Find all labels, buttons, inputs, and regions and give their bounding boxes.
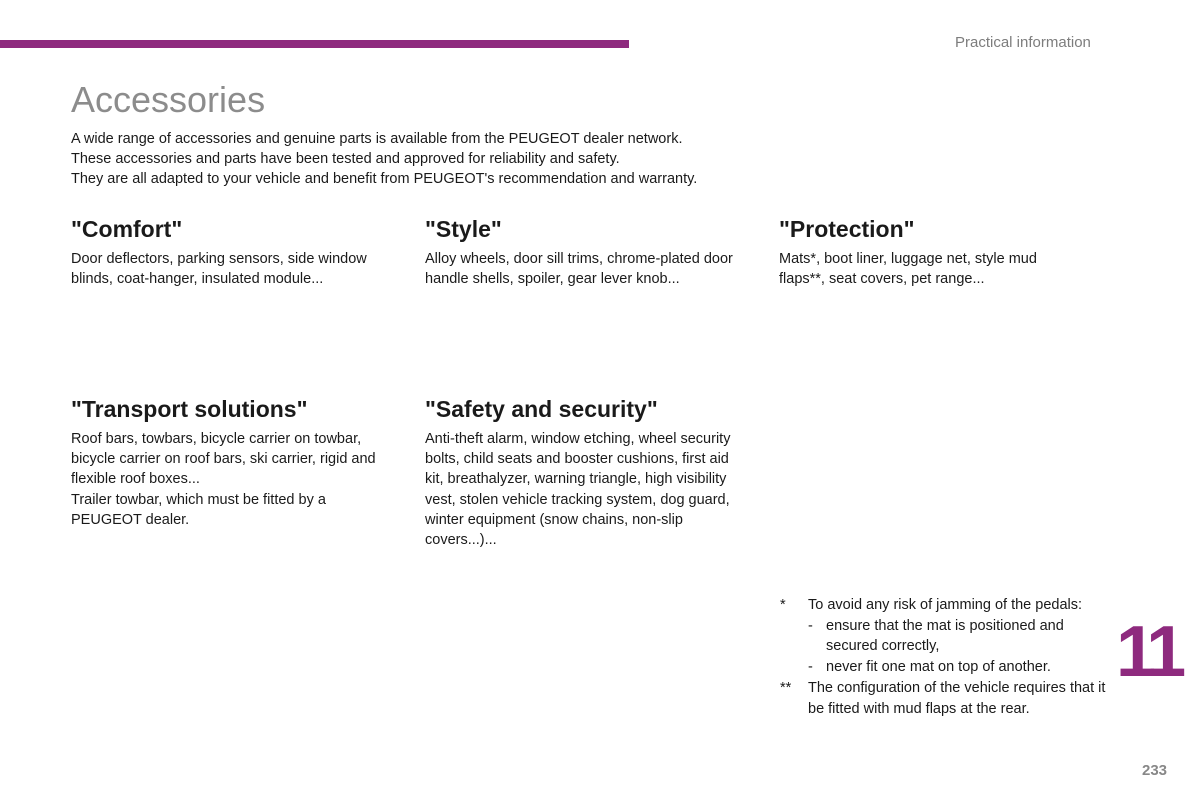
header-accent-bar: [0, 40, 629, 48]
category-text: Door deflectors, parking sensors, side window blinds, coat-hanger, insulated module...: [71, 251, 367, 288]
intro-line: They are all adapted to your vehicle and benefit from PEUGEOT's recommendation and warranty.: [71, 171, 698, 187]
footnote-marker: *: [780, 597, 786, 613]
category-protection: [779, 216, 1079, 289]
footnote-subitem: [808, 657, 1110, 678]
category-text: Mats*, boot liner, luggage net, style mud flaps**, seat covers, pet range...: [779, 251, 1037, 288]
footnote-text: The configuration of the vehicle requires that it be fitted with mud flaps at the rear.: [808, 680, 1106, 717]
section-title: Practical information: [955, 34, 1091, 51]
dash-bullet: -: [808, 617, 813, 634]
category-style: [425, 216, 745, 289]
footnote-text: To avoid any risk of jamming of the pedals:: [808, 597, 1083, 613]
footnote-subitem-text: never fit one mat on top of another.: [826, 658, 1051, 675]
category-text-extra: Trailer towbar, which must be fitted by a PEUGEOT dealer.: [71, 491, 326, 528]
category-heading: "Protection": [779, 216, 915, 242]
dash-bullet: -: [808, 658, 813, 675]
intro-paragraph: [71, 129, 851, 189]
footnote-2: [780, 678, 1110, 719]
intro-line: A wide range of accessories and genuine parts is available from the PEUGEOT dealer network.: [71, 131, 683, 147]
category-heading: "Safety and security": [425, 396, 658, 422]
category-transport-solutions: [71, 396, 389, 530]
footnote-subitem: [808, 616, 1110, 657]
category-text: Anti-theft alarm, window etching, wheel security bolts, child seats and booster cushions, first aid kit, breathalyzer, warning triangle, high visibility vest, stolen vehicle tracking system, dog guard, winter equipment (snow chains, non-slip covers...)...: [425, 431, 731, 549]
category-text: Alloy wheels, door sill trims, chrome-plated door handle shells, spoiler, gear lever knob...: [425, 251, 733, 288]
category-heading: "Transport solutions": [71, 396, 308, 422]
page-title: Accessories: [71, 79, 266, 120]
page-number: 233: [1142, 762, 1168, 779]
category-heading: "Style": [425, 216, 502, 242]
category-safety-and-security: [425, 396, 743, 550]
category-comfort: [71, 216, 391, 289]
category-heading: "Comfort": [71, 216, 183, 242]
intro-line: These accessories and parts have been tested and approved for reliability and safety.: [71, 151, 620, 167]
footnote-marker: **: [780, 680, 792, 696]
footnote-1: [780, 595, 1110, 677]
chapter-number: 11: [1116, 612, 1181, 692]
footnote-subitem-text: ensure that the mat is positioned and secured correctly,: [826, 617, 1064, 654]
category-text: Roof bars, towbars, bicycle carrier on towbar, bicycle carrier on roof bars, ski carrier, rigid and flexible roof boxes...: [71, 431, 376, 488]
footnotes: [780, 595, 1110, 720]
